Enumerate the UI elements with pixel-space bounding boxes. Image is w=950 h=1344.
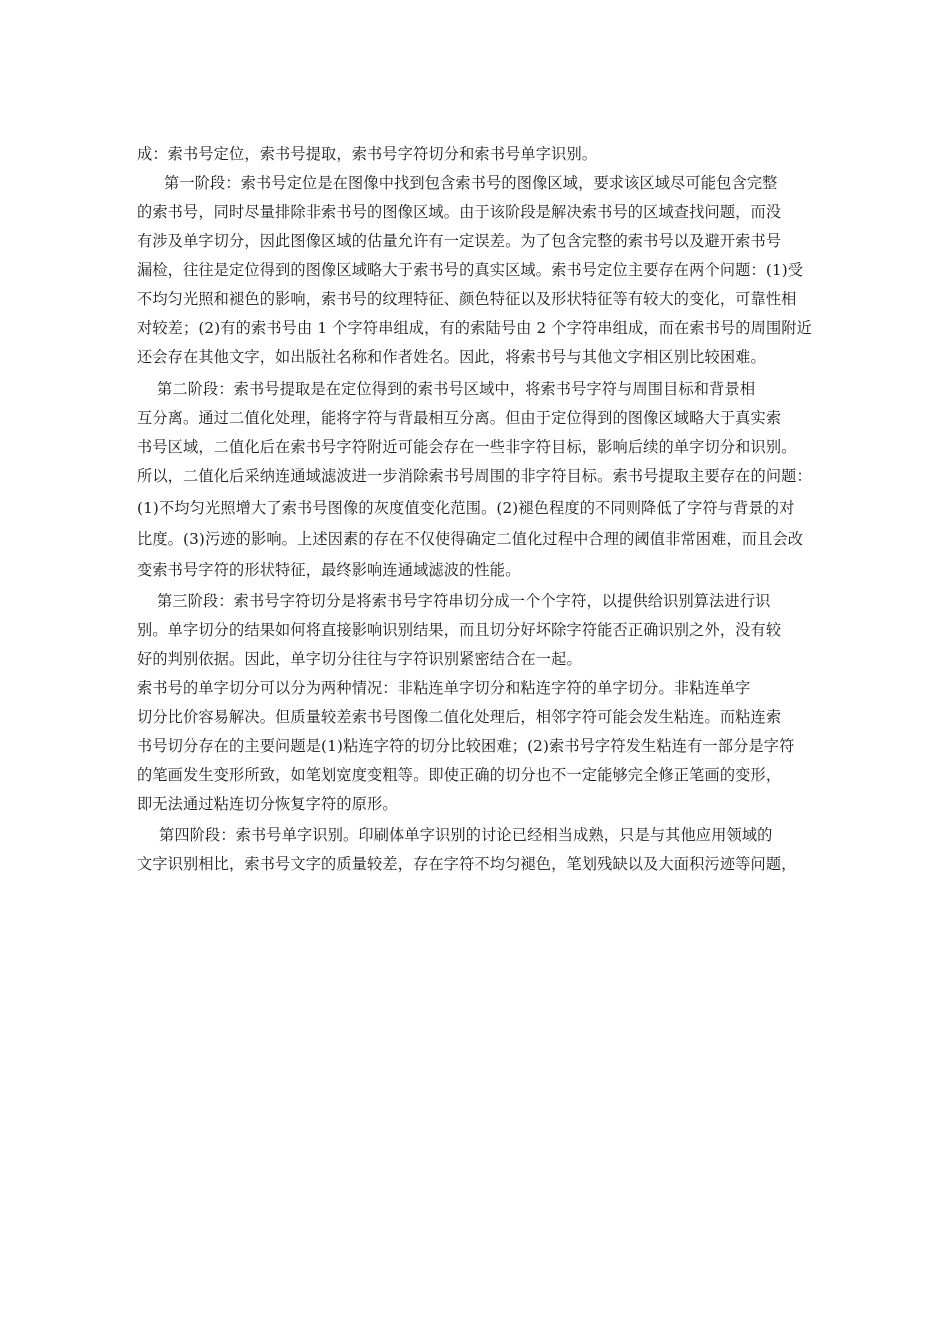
text-line: 互分离。通过二值化处理，能将字符与背最相互分离。但由于定位得到的图像区域略大于真实索 [137,409,782,427]
text-line: 的笔画发生变形所致，如笔划宽度变粗等。即使正确的切分也不一定能够完全修正笔画的变形， [137,766,782,784]
text-line: 变索书号字符的形状特征，最终影响连通域滤波的性能。 [137,561,521,579]
text-line: 有涉及单字切分，因此图像区域的估量允许有一定误差。为了包含完整的索书号以及避开索书号 [137,232,782,250]
text-line: 切分比价容易解决。但质量较差索书号图像二值化处理后，相邻字符可能会发生粘连。而粘连索 [137,708,782,726]
text-line: 对较差；(2)有的索书号由 1 个字符串组成，有的索陆号由 2 个字符串组成，而在索书号的周围附近 [137,319,812,337]
text-line: 漏检，往往是定位得到的图像区域略大于索书号的真实区域。索书号定位主要存在两个问题：(1)受 [137,261,804,279]
text-line: 还会存在其他文字，如出版社名称和作者姓名。因此，将索书号与其他文字相区别比较困难。 [137,348,766,366]
text-line: 的索书号，同时尽量排除非索书号的图像区域。由于该阶段是解决索书号的区域查找问题，而没 [137,203,782,221]
text-line: 成：索书号定位，索书号提取，索书号字符切分和索书号单字识别。 [137,145,598,163]
text-line: 文字识别相比，索书号文字的质量较差，存在字符不均匀褪色，笔划残缺以及大面积污迹等问题， [137,855,797,873]
text-line: (1)不均匀光照增大了索书号图像的灰度值变化范围。(2)褪色程度的不同则降低了字符与背景的对 [137,499,795,517]
text-line: 不均匀光照和褪色的影响，索书号的纹理特征、颜色特征以及形状特征等有较大的变化，可靠性相 [137,290,797,308]
text-line: 好的判别依据。因此，单字切分往往与字符识别紧密结合在一起。 [137,650,582,668]
paragraph-stage-one-start: 第一阶段：索书号定位是在图像中找到包含索书号的图像区域，要求该区域尽可能包含完整 [164,174,778,192]
paragraph-stage-three-start: 第三阶段：索书号字符切分是将索书号字符串切分成一个个字符，以提供给识别算法进行识 [157,592,771,610]
text-line: 书号切分存在的主要问题是(1)粘连字符的切分比较困难；(2)索书号字符发生粘连有一部分是字符 [137,737,795,755]
text-line: 即无法通过粘连切分恢复字符的原形。 [137,795,398,813]
text-line: 所以，二值化后采纳连通域滤波进一步消除索书号周围的非字符目标。索书号提取主要存在的问题： [137,467,812,485]
paragraph-stage-two-start: 第二阶段：索书号提取是在定位得到的索书号区域中，将索书号字符与周围目标和背景相 [157,380,756,398]
text-line: 别。单字切分的结果如何将直接影响识别结果，而且切分好坏除字符能否正确识别之外，没有较 [137,621,782,639]
text-line: 比度。(3)污迹的影响。上述因素的存在不仅使得确定二值化过程中合理的阈值非常困难，而且会改 [137,530,804,548]
paragraph-stage-four-start: 第四阶段：索书号单字识别。印刷体单字识别的讨论已经相当成熟，只是与其他应用领域的 [159,826,773,844]
paragraph-segmentation-start: 索书号的单字切分可以分为两种情况：非粘连单字切分和粘连字符的单字切分。非粘连单字 [137,679,751,697]
text-line: 书号区域，二值化后在索书号字符附近可能会存在一些非字符目标，影响后续的单字切分和识别。 [137,438,797,456]
